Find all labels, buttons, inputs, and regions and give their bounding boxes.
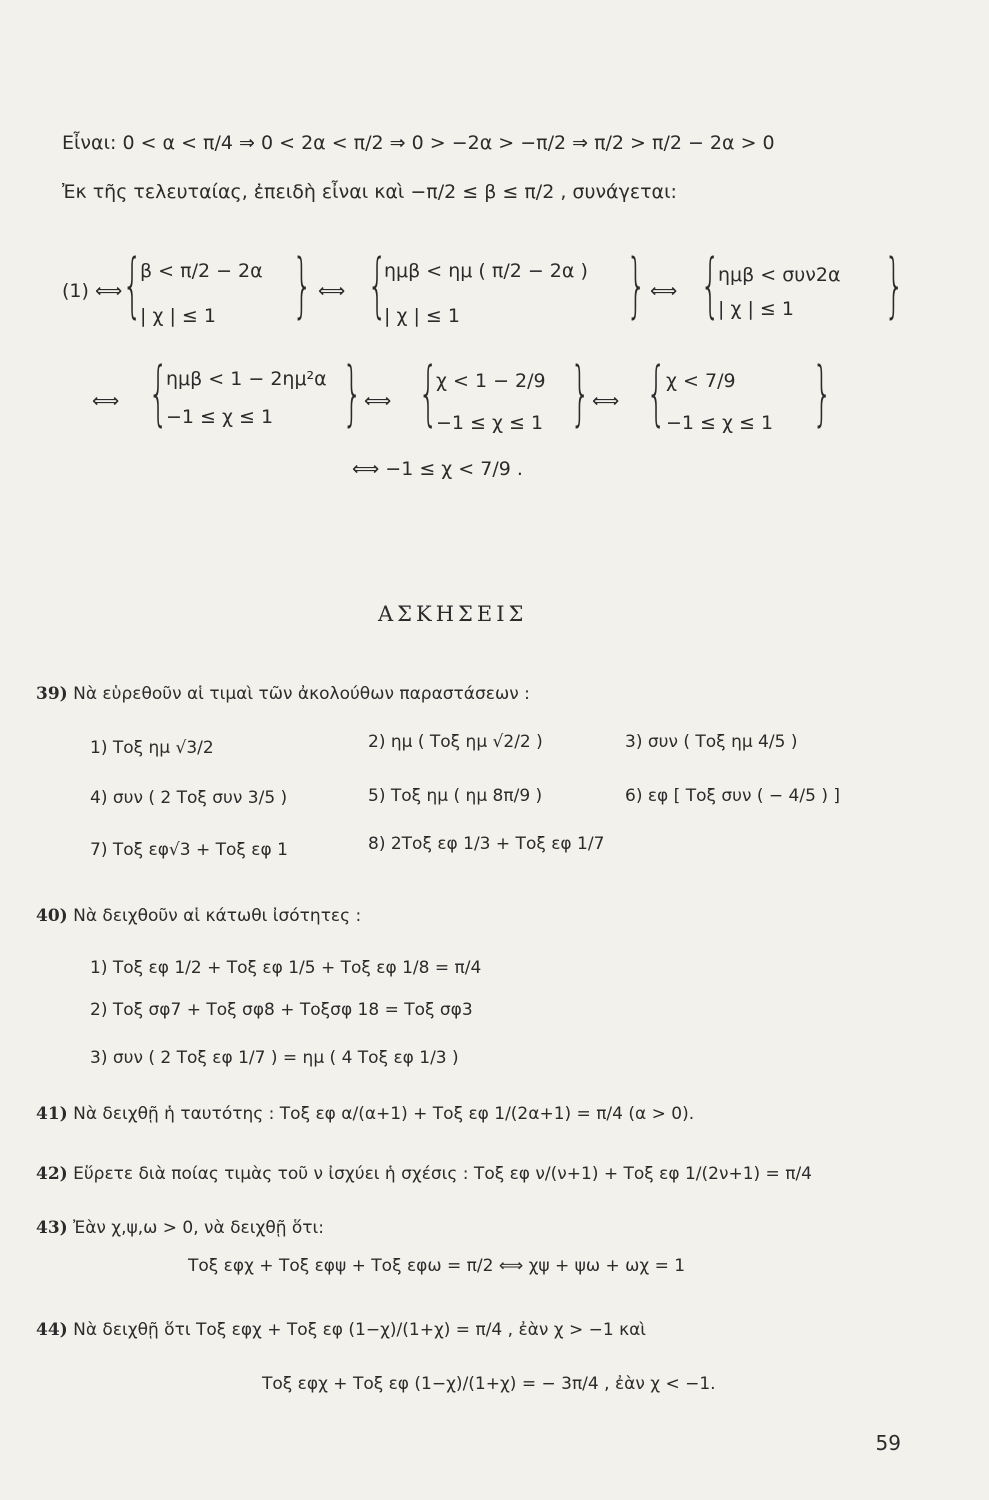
exercise-text: Εὕρετε διὰ ποίας τιμὰς τοῦ ν ἰσχύει ἡ σχέσις : Τοξ εφ ν/(ν+1) + Τοξ εφ 1/(2ν+1) = π/4 xyxy=(73,1164,812,1184)
equiv-arrow: ⟺ xyxy=(364,390,392,412)
system-4-line-1: ημβ < 1 − 2ημ²α xyxy=(166,368,327,390)
system-1-line-1: β < π/2 − 2α xyxy=(140,260,263,282)
final-result: ⟺ −1 ≤ χ < 7/9 . xyxy=(352,458,523,480)
left-brace: { xyxy=(700,244,721,326)
system-6-line-1: χ < 7/9 xyxy=(666,370,736,392)
ex40-item-3: 3) συν ( 2 Τοξ εφ 1/7 ) = ημ ( 4 Τοξ εφ 1/3 ) xyxy=(90,1048,459,1068)
left-brace: { xyxy=(367,244,388,326)
left-brace: { xyxy=(122,244,143,326)
ex43-equation: Τοξ εφχ + Τοξ εφψ + Τοξ εφω = π/2 ⟺ χψ + ψω + ωχ = 1 xyxy=(188,1256,686,1276)
system-1-line-2: | χ | ≤ 1 xyxy=(140,305,216,327)
left-brace: { xyxy=(148,352,169,434)
ex39-item-7: 7) Τοξ εφ√3 + Τοξ εφ 1 xyxy=(90,840,288,860)
equiv-label-1: (1) ⟺ xyxy=(62,280,123,302)
exercise-44 xyxy=(36,1322,646,1339)
exercise-number: 41) xyxy=(36,1104,68,1124)
system-2-line-1: ημβ < ημ ( π/2 − 2α ) xyxy=(384,260,588,282)
equiv-arrow: ⟺ xyxy=(650,280,678,302)
exercise-41 xyxy=(36,1106,694,1123)
system-3-line-2: | χ | ≤ 1 xyxy=(718,298,794,320)
ex40-item-2: 2) Τοξ σφ7 + Τοξ σφ8 + Τοξσφ 18 = Τοξ σφ3 xyxy=(90,1000,473,1020)
exercise-39 xyxy=(36,686,530,703)
exercise-text: Νὰ εὑρεθοῦν αἱ τιμαὶ τῶν ἀκολούθων παραστάσεων : xyxy=(73,684,530,704)
exercise-number: 43) xyxy=(36,1218,68,1238)
equiv-arrow: ⟺ xyxy=(92,390,120,412)
ex39-item-3: 3) συν ( Τοξ ημ 4/5 ) xyxy=(625,732,798,752)
ex39-item-1: 1) Τοξ ημ √3/2 xyxy=(90,738,214,758)
exercise-number: 40) xyxy=(36,906,68,926)
ex39-item-6: 6) εφ [ Τοξ συν ( − 4/5 ) ] xyxy=(625,786,840,806)
left-brace: { xyxy=(418,352,439,434)
exercise-text: Νὰ δειχθῇ ὅτι Τοξ εφχ + Τοξ εφ (1−χ)/(1+χ) = π/4 , ἐὰν χ > −1 καὶ xyxy=(73,1320,647,1340)
exercise-text: Νὰ δειχθοῦν αἱ κάτωθι ἰσότητες : xyxy=(73,906,362,926)
line-inequality-chain: Εἶναι: 0 < α < π/4 ⇒ 0 < 2α < π/2 ⇒ 0 > −2α > −π/2 ⇒ π/2 > π/2 − 2α > 0 xyxy=(62,132,775,154)
system-6-line-2: −1 ≤ χ ≤ 1 xyxy=(666,412,774,434)
right-brace: } xyxy=(626,244,647,326)
exercise-text: Ἐὰν χ,ψ,ω > 0, νὰ δειχθῇ ὅτι: xyxy=(73,1218,325,1238)
page-number: 59 xyxy=(875,1431,901,1455)
exercise-number: 44) xyxy=(36,1320,68,1340)
ex39-item-2: 2) ημ ( Τοξ ημ √2/2 ) xyxy=(368,732,543,752)
exercise-text: Νὰ δειχθῇ ἡ ταυτότης : Τοξ εφ α/(α+1) + Τοξ εφ 1/(2α+1) = π/4 (α > 0). xyxy=(73,1104,695,1124)
system-3-line-1: ημβ < συν2α xyxy=(718,264,841,286)
exercise-number: 39) xyxy=(36,684,68,704)
ex44-equation: Τοξ εφχ + Τοξ εφ (1−χ)/(1+χ) = − 3π/4 , ἐὰν χ < −1. xyxy=(262,1374,716,1394)
system-5-line-1: χ < 1 − 2/9 xyxy=(436,370,546,392)
ex40-item-1: 1) Τοξ εφ 1/2 + Τοξ εφ 1/5 + Τοξ εφ 1/8 = π/4 xyxy=(90,958,482,978)
right-brace: } xyxy=(884,244,905,326)
exercise-40 xyxy=(36,908,361,925)
ex39-item-4: 4) συν ( 2 Τοξ συν 3/5 ) xyxy=(90,788,288,808)
exercise-number: 42) xyxy=(36,1164,68,1184)
system-4-line-2: −1 ≤ χ ≤ 1 xyxy=(166,406,274,428)
right-brace: } xyxy=(292,244,313,326)
line-deduction: Ἐκ τῆς τελευταίας, ἐπειδὴ εἶναι καὶ −π/2 ≤ β ≤ π/2 , συνάγεται: xyxy=(62,181,677,203)
exercise-43 xyxy=(36,1220,324,1237)
right-brace: } xyxy=(570,352,591,434)
ex39-item-8: 8) 2Τοξ εφ 1/3 + Τοξ εφ 1/7 xyxy=(368,834,605,854)
right-brace: } xyxy=(342,352,363,434)
equiv-arrow: ⟺ xyxy=(318,280,346,302)
system-5-line-2: −1 ≤ χ ≤ 1 xyxy=(436,412,544,434)
right-brace: } xyxy=(812,352,833,434)
equiv-arrow: ⟺ xyxy=(592,390,620,412)
exercise-42 xyxy=(36,1166,812,1183)
system-2-line-2: | χ | ≤ 1 xyxy=(384,305,460,327)
section-heading: ΑΣΚΗΣΕΙΣ xyxy=(378,602,528,626)
ex39-item-5: 5) Τοξ ημ ( ημ 8π/9 ) xyxy=(368,786,543,806)
left-brace: { xyxy=(646,352,667,434)
